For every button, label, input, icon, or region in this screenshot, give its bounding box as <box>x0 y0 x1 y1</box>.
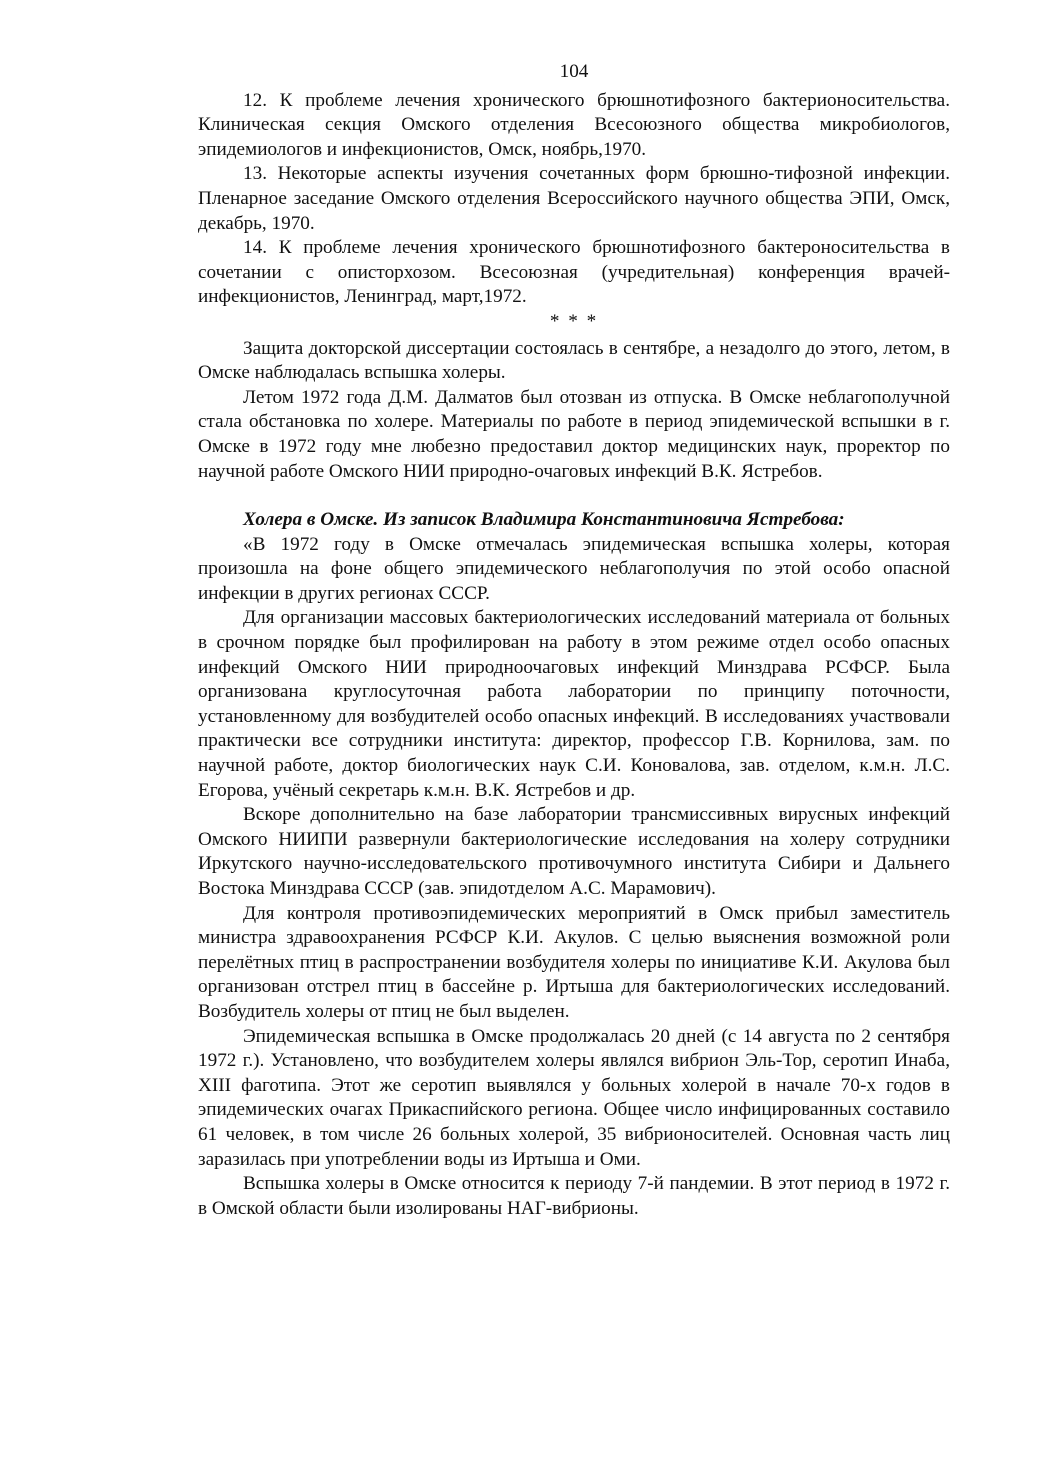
section-heading: Холера в Омске. Из записок Владимира Константиновича Ястребова: <box>243 509 845 531</box>
paragraph-gap <box>198 484 950 508</box>
reference-item: 14. К проблеме лечения хронического брюшнотифозного бактероносительства в сочетании с описторхозом. Всесоюзная (учредительная) конференция врачей-инфекционистов, Ленинград, март,1972. <box>198 237 950 308</box>
page-number: 104 <box>559 61 589 82</box>
body-paragraph: Защита докторской диссертации состоялась в сентябре, а незадолго до этого, летом, в Омске наблюдалась вспышка холеры. <box>198 337 950 384</box>
body-paragraph: Вспышка холеры в Омске относится к периоду 7-й пандемии. В этот период в 1972 г. в Омской области были изолированы НАГ-вибрионы. <box>198 1173 950 1219</box>
section-separator: * * * <box>549 310 599 332</box>
document-page <box>198 60 950 1221</box>
body-paragraph: «В 1972 году в Омске отмечалась эпидемическая вспышка холеры, которая произошла на фоне общего эпидемического неблагополучия по этой особо опасной инфекции в других регионах СССР. <box>198 533 950 604</box>
body-paragraph: Вскоре дополнительно на базе лаборатории трансмиссивных вирусных инфекций Омского НИИПИ развернули бактериологические исследования на холеру сотрудники Иркутского научно-исследовательского противочумного института Сибири и Дальнего Востока Минздрава СССР (зав. эпидотделом А.С. Марамович). <box>198 804 950 899</box>
body-paragraph: Для контроля противоэпидемических мероприятий в Омск прибыл заместитель министра здравоохранения РСФСР К.И. Акулов. С целью выяснения возможной роли перелётных птиц в распространении возбудителя холеры по инициативе К.И. Акулова был организован отстрел птиц в бассейне р. Иртыша для бактериологических исследований. Возбудитель холеры от птиц не был выделен. <box>198 902 950 1022</box>
body-paragraph: Эпидемическая вспышка в Омске продолжалась 20 дней (с 14 августа по 2 сентября 1972 г.). Установлено, что возбудителем холеры являлся вибрион Эль-Тор, серотип Инаба, XIII фаготипа. Этот же серотип выявлялся у больных холерой в начале 70-х годов в эпидемических очагах Прикаспийского региона. Общее число инфицированных составило 61 человек, в том числе 26 больных холерой, 35 вибрионосителей. Основная часть лиц заразилась при употреблении воды из Иртыша и Оми. <box>198 1025 950 1170</box>
body-paragraph: Для организации массовых бактериологических исследований материала от больных в срочном порядке был профилирован на работу в этом режиме отдел особо опасных инфекций Омского НИИ природноочаговых инфекций Минздрава РСФСР. Была организована круглосуточная работа лаборатории по принципу поточности, установленному для возбудителей особо опасных инфекций. В исследованиях участвовали практически все сотрудники института: директор, профессор Г.В. Корнилова, зам. по научной работе, доктор биологических наук С.И. Коновалова, зав. отделом, к.м.н. Л.С. Егорова, учёный секретарь к.м.н. В.К. Ястребов и др. <box>198 607 950 801</box>
reference-item: 13. Некоторые аспекты изучения сочетанных форм брюшно-тифозной инфекции. Пленарное заседание Омского отделения Всероссийского научного общества ЭПИ, Омск, декабрь, 1970. <box>198 163 950 234</box>
body-paragraph: Летом 1972 года Д.М. Далматов был отозван из отпуска. В Омске неблагополучной стала обстановка по холере. Материалы по работе в период эпидемической вспышки в г. Омске в 1972 году мне любезно предоставил доктор медицинских наук, проректор по научной работе Омского НИИ природно-очаговых инфекций В.К. Ястребов. <box>198 386 950 482</box>
reference-item: 12. К проблеме лечения хронического брюшнотифозного бактерионосительства. Клиническая секция Омского отделения Всесоюзного общества микробиологов, эпидемиологов и инфекционистов, Омск, ноябрь,1970. <box>198 89 950 160</box>
